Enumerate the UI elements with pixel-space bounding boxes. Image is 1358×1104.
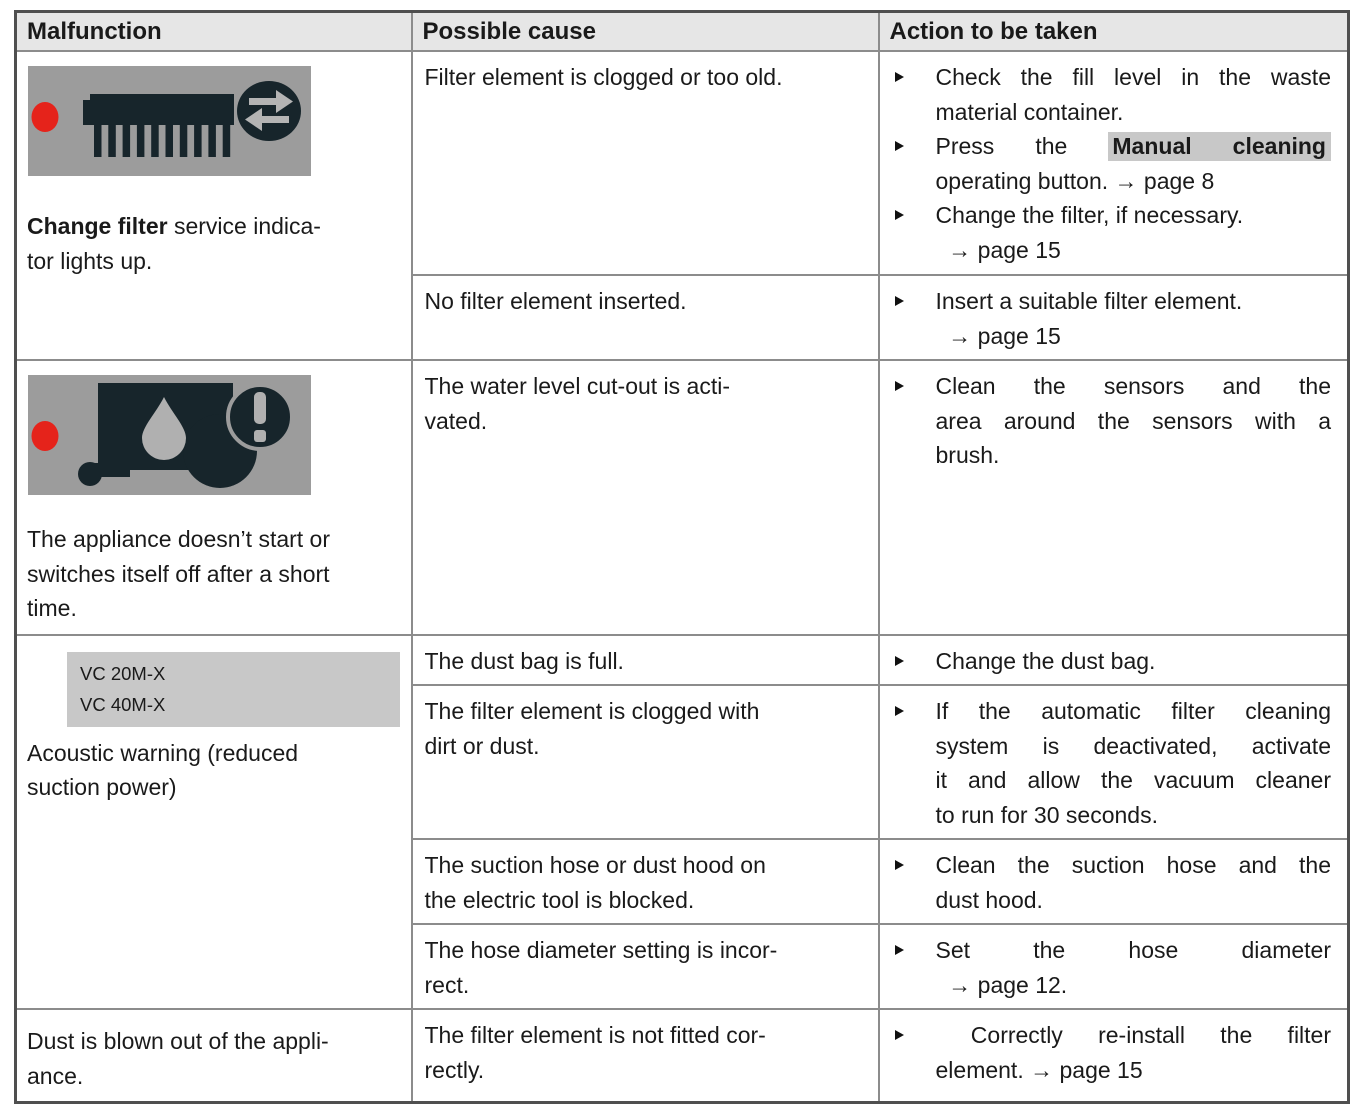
text-line	[27, 244, 403, 279]
text-segment: element. → page 15	[935, 1056, 1143, 1083]
text-segment: brush.	[935, 442, 1000, 468]
cause-cell	[412, 635, 879, 686]
column-header-action: Action to be taken	[879, 12, 1349, 52]
action-list	[894, 1018, 1332, 1087]
action-list	[894, 284, 1332, 353]
text-line	[425, 1053, 868, 1088]
action-item	[894, 198, 1332, 267]
column-header-malfunction: Malfunction	[16, 12, 412, 52]
text-line	[425, 933, 868, 968]
cause-text	[425, 848, 868, 917]
malfunction-text	[27, 1024, 403, 1093]
text-segment: Clean the sensors and the	[935, 373, 1331, 399]
action-list	[894, 369, 1332, 473]
text-segment: If the automatic filter cleaning	[935, 698, 1331, 724]
bullet-triangle-icon	[894, 60, 936, 95]
bullet-triangle-icon	[894, 284, 936, 319]
model-label: VC 20M-X	[80, 662, 166, 684]
text-line	[936, 284, 1332, 319]
red-led-icon	[32, 102, 59, 132]
table-row	[16, 51, 1349, 275]
action-item	[894, 694, 1332, 832]
text-segment: The water level cut-out is acti-	[424, 373, 731, 399]
text-segment: Acoustic warning (reduced	[27, 739, 299, 766]
text-line	[936, 129, 1332, 164]
malfunction-text	[27, 522, 403, 626]
action-list	[894, 933, 1332, 1002]
action-text	[936, 369, 1332, 473]
bullet-triangle-icon	[894, 694, 936, 729]
table-row	[16, 360, 1349, 635]
action-item	[894, 129, 1332, 198]
text-line	[425, 968, 868, 1003]
text-segment: area around the sensors with a	[935, 407, 1331, 434]
table-row	[16, 635, 1349, 686]
action-item	[894, 644, 1332, 679]
bullet-triangle-icon	[894, 1018, 936, 1053]
text-line	[936, 233, 1332, 268]
text-segment: dirt or dust.	[424, 732, 540, 759]
action-text	[936, 933, 1332, 1002]
action-cell	[879, 839, 1349, 924]
action-cell	[879, 685, 1349, 839]
text-segment: time.	[27, 595, 77, 621]
column-header-possible-cause: Possible cause	[412, 12, 879, 52]
action-text	[936, 284, 1332, 353]
text-segment: Filter element is clogged or too old.	[424, 64, 783, 90]
text-line	[936, 95, 1332, 130]
text-line	[936, 1053, 1332, 1088]
text-segment: suction power)	[27, 774, 177, 800]
text-segment: The suction hose or dust hood on	[424, 852, 766, 878]
header-row	[16, 12, 1349, 52]
action-cell	[879, 275, 1349, 360]
text-segment: it and allow the vacuum cleaner	[935, 767, 1331, 793]
text-line	[936, 644, 1332, 679]
cause-cell	[412, 839, 879, 924]
action-cell	[879, 635, 1349, 686]
text-segment: to run for 30 seconds.	[935, 801, 1158, 828]
cause-cell	[412, 51, 879, 275]
action-list	[894, 644, 1332, 679]
red-led-icon	[32, 421, 59, 451]
text-line	[425, 284, 868, 319]
malfunction-cell-change-filter	[16, 51, 412, 360]
cause-text	[425, 1018, 868, 1087]
text-line	[936, 319, 1332, 354]
text-segment: No filter element inserted.	[424, 288, 687, 314]
text-line	[27, 1024, 403, 1059]
text-line	[936, 404, 1332, 439]
text-segment: The hose diameter setting is incor-	[424, 937, 778, 963]
text-segment: Insert a suitable filter element.	[935, 288, 1243, 314]
text-line	[27, 591, 403, 626]
text-segment: → page 15	[935, 322, 1061, 349]
bullet-triangle-icon	[894, 644, 936, 679]
text-line	[425, 369, 868, 404]
bold-term: Change filter	[27, 213, 168, 239]
text-line	[936, 968, 1332, 1003]
text-segment: switches itself off after a short	[27, 560, 330, 587]
text-segment: Change the filter, if necessary.	[935, 202, 1244, 228]
cause-cell	[412, 924, 879, 1009]
malfunction-cell-water-level	[16, 360, 412, 635]
action-text	[936, 644, 1332, 679]
malfunction-cell-dust-blown	[16, 1009, 412, 1103]
text-line	[936, 164, 1332, 199]
table-row	[16, 1009, 1349, 1103]
highlighted-term: Manual cleaning	[1108, 132, 1331, 161]
text-segment: The dust bag is full.	[424, 647, 624, 674]
text-line	[936, 369, 1332, 404]
action-list	[894, 60, 1332, 267]
cause-cell	[412, 1009, 879, 1103]
bullet-triangle-icon	[894, 198, 936, 233]
text-segment: service indica-	[167, 213, 321, 239]
action-cell	[879, 360, 1349, 635]
text-segment: Press the	[935, 133, 1109, 159]
text-segment: Dust is blown out of the appli-	[27, 1028, 329, 1054]
troubleshooting-table-wrap	[14, 10, 1347, 1104]
cause-cell	[412, 275, 879, 360]
text-line	[425, 848, 868, 883]
bullet-triangle-icon	[894, 848, 936, 883]
bullet-triangle-icon	[894, 933, 936, 968]
cause-cell	[412, 685, 879, 839]
text-line	[27, 736, 403, 771]
cause-text	[425, 369, 868, 438]
text-segment: rect.	[424, 971, 470, 998]
troubleshooting-table	[14, 10, 1350, 1104]
text-segment: operating button. → page 8	[935, 167, 1215, 194]
text-segment: The filter element is not fitted cor-	[424, 1022, 766, 1048]
text-segment: tor lights up.	[27, 247, 153, 274]
text-segment: material container.	[935, 98, 1124, 125]
text-line	[936, 763, 1332, 798]
text-segment: dust hood.	[935, 886, 1043, 913]
action-cell	[879, 1009, 1349, 1103]
action-item	[894, 284, 1332, 353]
text-line	[936, 438, 1332, 473]
exclamation-icon	[254, 392, 266, 442]
action-item	[894, 369, 1332, 473]
text-line	[425, 694, 868, 729]
text-segment: The filter element is clogged with	[424, 698, 760, 724]
action-list	[894, 848, 1332, 917]
text-line	[936, 933, 1332, 968]
text-segment: The appliance doesn’t start or	[27, 526, 331, 552]
water-level-indicator-image	[28, 375, 311, 495]
action-item	[894, 848, 1332, 917]
text-segment: Correctly re-install the filter	[935, 1022, 1331, 1048]
text-line	[936, 198, 1332, 233]
change-filter-indicator-image	[28, 66, 311, 176]
cause-text	[425, 284, 868, 319]
filter-top-bar-icon	[83, 94, 234, 125]
text-segment: Change the dust bag.	[935, 647, 1156, 674]
text-line	[425, 1018, 868, 1053]
bullet-triangle-icon	[894, 369, 936, 404]
text-segment: Clean the suction hose and the	[935, 852, 1331, 878]
text-segment: Check the fill level in the waste	[935, 64, 1331, 90]
cause-text	[425, 60, 868, 95]
text-line	[936, 798, 1332, 833]
action-item	[894, 933, 1332, 1002]
bullet-triangle-icon	[894, 129, 936, 164]
action-list	[894, 694, 1332, 832]
action-text	[936, 848, 1332, 917]
action-item	[894, 1018, 1332, 1087]
malfunction-text	[27, 736, 403, 805]
action-text	[936, 198, 1332, 267]
text-line	[936, 729, 1332, 764]
text-line	[27, 557, 403, 592]
text-line	[425, 729, 868, 764]
text-segment: the electric tool is blocked.	[424, 886, 695, 913]
malfunction-text	[27, 209, 403, 278]
action-cell	[879, 51, 1349, 275]
text-segment: → page 12.	[935, 971, 1068, 998]
text-line	[27, 522, 403, 557]
cause-text	[425, 694, 868, 763]
text-line	[936, 60, 1332, 95]
text-segment: → page 15	[935, 236, 1061, 263]
text-line	[27, 209, 403, 244]
text-line	[27, 770, 403, 805]
action-text	[936, 1018, 1332, 1087]
text-line	[425, 60, 868, 95]
text-line	[425, 644, 868, 679]
text-segment: ance.	[27, 1062, 84, 1089]
text-segment: system is deactivated, activate	[935, 732, 1331, 759]
model-label: VC 40M-X	[80, 693, 166, 715]
action-text	[936, 60, 1332, 129]
model-box	[67, 652, 400, 727]
cause-text	[425, 644, 868, 679]
text-line	[27, 1059, 403, 1094]
cause-cell	[412, 360, 879, 635]
text-segment: Set the hose diameter	[935, 937, 1331, 963]
action-text	[936, 129, 1332, 198]
text-line	[936, 848, 1332, 883]
swap-circle-icon	[237, 81, 301, 141]
action-cell	[879, 924, 1349, 1009]
cause-text	[425, 933, 868, 1002]
text-segment: vated.	[424, 407, 488, 434]
text-line	[936, 694, 1332, 729]
action-item	[894, 60, 1332, 129]
text-line	[936, 1018, 1332, 1053]
malfunction-cell-acoustic-warning	[16, 635, 412, 1010]
text-segment: rectly.	[424, 1056, 485, 1083]
action-text	[936, 694, 1332, 832]
text-line	[425, 404, 868, 439]
text-line	[425, 883, 868, 918]
text-line	[936, 883, 1332, 918]
